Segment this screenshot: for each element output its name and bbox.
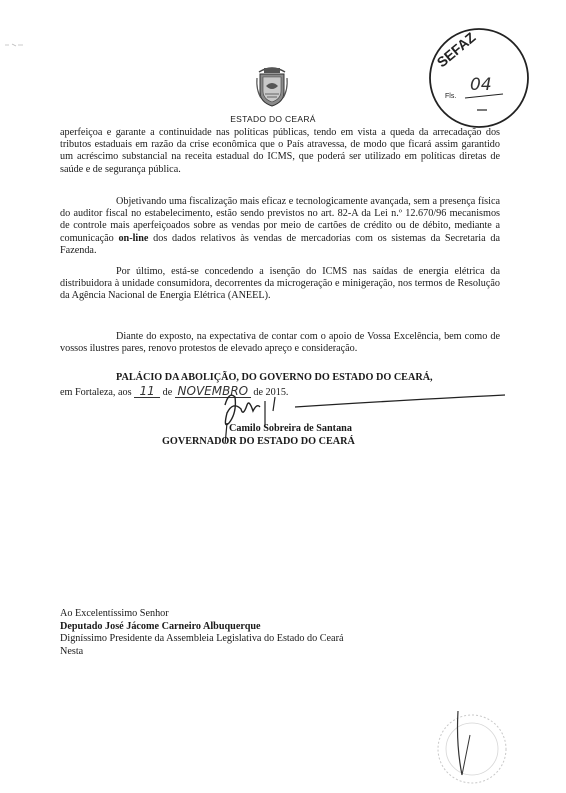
receipt-stamp-mark	[428, 705, 508, 787]
state-name: ESTADO DO CEARÁ	[230, 114, 316, 124]
date-prefix: em Fortaleza, aos	[60, 387, 132, 398]
date-suffix: de 2015.	[253, 387, 289, 398]
date-mid: de	[162, 387, 173, 398]
stamp-title: SEFAZ	[433, 29, 479, 71]
addressee-salutation: Ao Excelentíssimo Senhor	[60, 608, 169, 619]
stamp-page-number: 04	[470, 75, 492, 95]
handwritten-signature	[205, 383, 515, 443]
on-line-emphasis: on-line	[118, 232, 149, 244]
paragraph-closing-remarks: Diante do exposto, na expectativa de contar com o apoio de Vossa Excelência, bem como de vossos ilustres pares, renovo protestos de elevado apreço e consideração.	[60, 331, 500, 355]
paragraph-energy-exemption: Por último, está-se concedendo a isenção do ICMS nas saídas de energia elétrica da distribuidora à unidade consumidora, decorrentes da microgeração e minigeração, nos termos de Resolução da Agência Nacional de Energia Elétrica (ANEEL).	[60, 266, 500, 302]
paragraph-text-part: dos dados relativos às vendas de mercadorias com os sistemas da Secretaria da Fazenda.	[60, 232, 500, 256]
paragraph-icms-revenue: aperfeiçoa e garante a continuidade nas políticas públicas, tendo em vista a queda da arrecadação dos tributos estaduais em razão da crise econômica que o País atravessa, de modo que ficará assim garantido um acréscimo substancial na receita estadual do ICMS, que poderá ser utilizado em políticas diretas de saúde e de segurança pública.	[60, 127, 500, 175]
state-coat-of-arms-icon	[255, 64, 289, 108]
handwritten-day: 11	[134, 386, 160, 398]
corner-mark	[4, 40, 24, 50]
stamp-fls-label: Fls.	[445, 93, 457, 100]
signer-name: Camilo Sobreira de Santana	[229, 423, 352, 434]
addressee-name: Deputado José Jácome Carneiro Albuquerque	[60, 620, 261, 632]
addressee-block	[60, 608, 344, 658]
addressee-city: Nesta	[60, 645, 84, 657]
palace-closing-title: PALÁCIO DA ABOLIÇÃO, DO GOVERNO DO ESTADO DO CEARÁ,	[116, 372, 433, 383]
paragraph-fiscal-control	[60, 196, 500, 257]
sefaz-page-stamp	[425, 24, 533, 132]
signer-role: GOVERNADOR DO ESTADO DO CEARÁ	[162, 436, 355, 447]
handwritten-month: NOVEMBRO	[175, 386, 251, 398]
paragraph-text-part: Objetivando uma fiscalização mais eficaz e tecnologicamente avançada, sem a presença física do auditor fiscal no estabelecimento, estão sendo previstos no art. 82-A da Lei n.º 12.670/96 mecanismos de controle mais aperfeiçoados sobre as vendas por meio de cartões de crédito ou de débito, mediante a comunicação	[60, 196, 500, 244]
addressee-position: Digníssimo Presidente da Assembleia Legislativa do Estado do Ceará	[60, 633, 344, 645]
